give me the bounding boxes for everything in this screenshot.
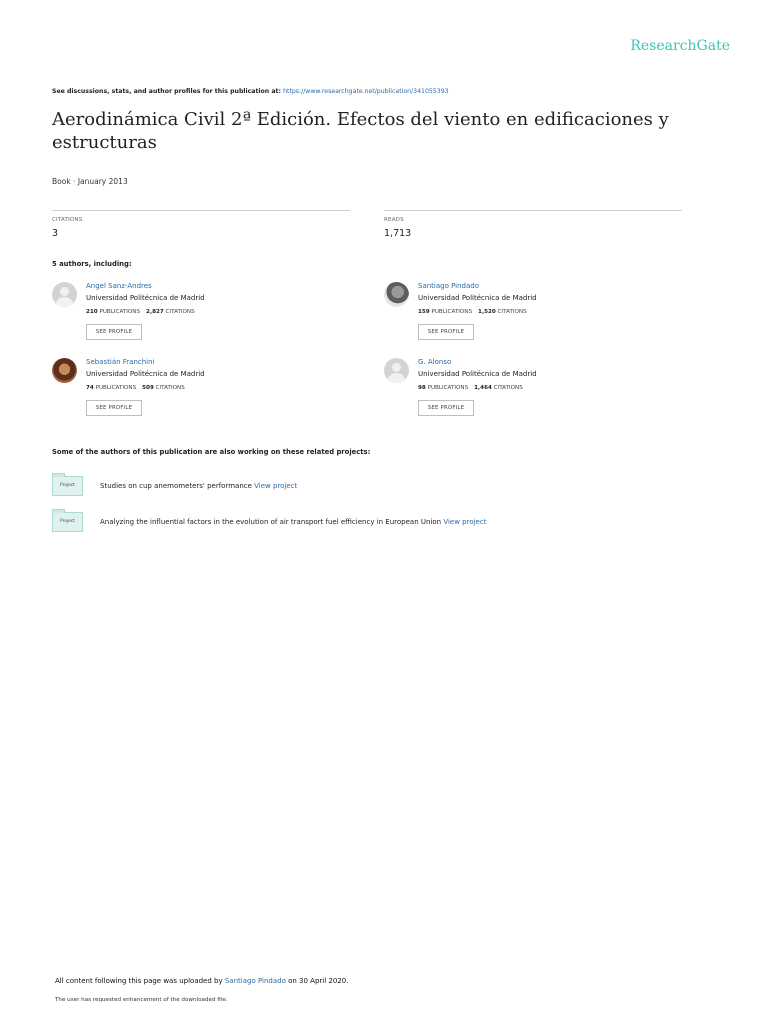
- publication-link[interactable]: https://www.researchgate.net/publication/341055393: [283, 88, 449, 95]
- publication-meta: Book · January 2013: [52, 177, 128, 186]
- researchgate-logo[interactable]: ResearchGate: [630, 38, 730, 54]
- author-name[interactable]: G. Alonso: [418, 358, 452, 366]
- reads-label: READS: [384, 217, 404, 223]
- project-text: [100, 482, 297, 490]
- enhancement-notice: The user has requested enhancement of the downloaded file.: [55, 997, 228, 1003]
- projects-heading: Some of the authors of this publication are also working on these related projects:: [52, 448, 371, 456]
- upload-notice: All content following this page was uploaded by Santiago Pindado on 30 April 2020.: [55, 977, 349, 985]
- author-card: [52, 358, 352, 428]
- citations-label: CITATIONS: [52, 217, 83, 223]
- avatar[interactable]: [52, 282, 77, 307]
- discussion-notice: [52, 88, 449, 95]
- project-title: Studies on cup anemometers' performance: [100, 482, 252, 490]
- reads-value: 1,713: [384, 228, 412, 239]
- author-stats: 210 PUBLICATIONS 2,827 CITATIONS: [86, 309, 195, 315]
- author-institution: Universidad Politécnica de Madrid: [86, 294, 205, 302]
- citations-value: 3: [52, 228, 59, 239]
- discussion-text: See discussions, stats, and author profiles for this publication at:: [52, 88, 281, 95]
- author-stats: 159 PUBLICATIONS 1,520 CITATIONS: [418, 309, 527, 315]
- project-folder-icon: Project: [52, 512, 83, 532]
- see-profile-button[interactable]: SEE PROFILE: [418, 400, 474, 416]
- authors-heading: 5 authors, including:: [52, 260, 132, 268]
- see-profile-button[interactable]: SEE PROFILE: [86, 400, 142, 416]
- project-text: [100, 518, 486, 526]
- view-project-link[interactable]: View project: [254, 482, 298, 490]
- author-stats: 98 PUBLICATIONS 1,464 CITATIONS: [418, 385, 523, 391]
- author-institution: Universidad Politécnica de Madrid: [86, 370, 205, 378]
- uploader-link[interactable]: Santiago Pindado: [224, 977, 286, 985]
- author-stats: 74 PUBLICATIONS 509 CITATIONS: [86, 385, 185, 391]
- project-folder-icon: Project: [52, 476, 83, 496]
- see-profile-button[interactable]: SEE PROFILE: [86, 324, 142, 340]
- author-name[interactable]: Santiago Pindado: [418, 282, 480, 290]
- author-name[interactable]: Angel Sanz-Andres: [86, 282, 152, 290]
- author-card: [384, 282, 684, 352]
- see-profile-button[interactable]: SEE PROFILE: [418, 324, 474, 340]
- reads-stat: [384, 210, 682, 239]
- project-item: [52, 512, 692, 536]
- project-item: [52, 476, 692, 500]
- avatar[interactable]: [384, 282, 409, 307]
- author-card: [52, 282, 352, 352]
- publication-title: Aerodinámica Civil 2ª Edición. Efectos del viento en edificaciones y estructuras: [52, 109, 669, 153]
- avatar[interactable]: [384, 358, 409, 383]
- author-institution: Universidad Politécnica de Madrid: [418, 294, 537, 302]
- author-name[interactable]: Sebastián Franchini: [86, 358, 155, 366]
- project-title: Analyzing the influential factors in the evolution of air transport fuel efficiency in European Union: [100, 518, 442, 526]
- avatar[interactable]: [52, 358, 77, 383]
- author-institution: Universidad Politécnica de Madrid: [418, 370, 537, 378]
- author-card: [384, 358, 684, 428]
- view-project-link[interactable]: View project: [443, 518, 487, 526]
- citations-stat: [52, 210, 350, 239]
